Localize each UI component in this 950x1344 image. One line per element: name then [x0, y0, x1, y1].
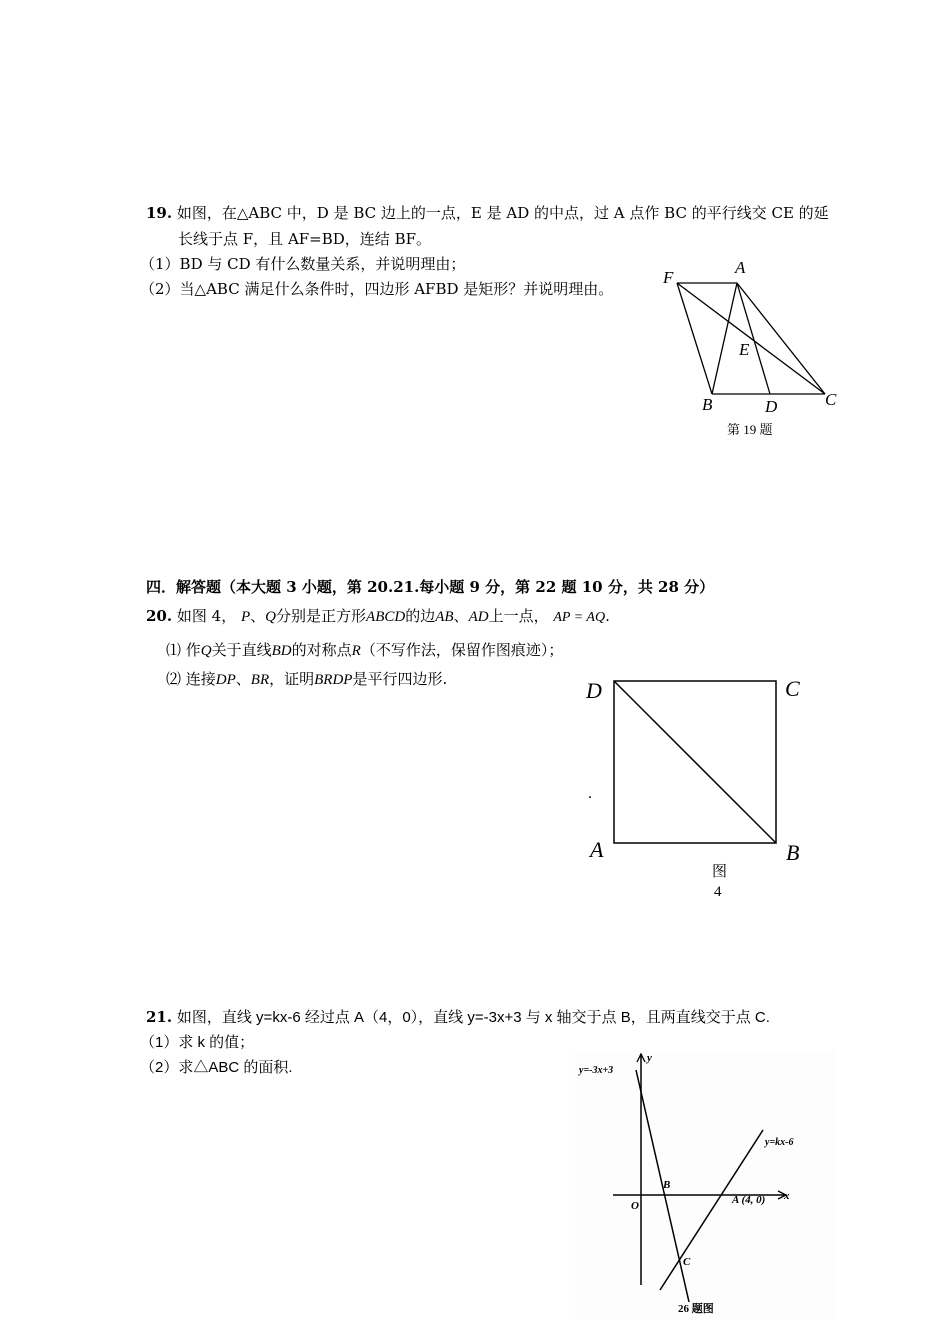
q19-line2: 长线于点 F，且 AF=BD，连结 BF。 [178, 230, 432, 248]
q20-var-P: P [240, 609, 251, 625]
label-E: E [739, 340, 750, 359]
label-C: C [683, 1256, 691, 1268]
label-F: F [663, 268, 674, 287]
q20-var-ABCD: ABCD [366, 609, 406, 625]
q20-text-a: 如图 4， [176, 607, 237, 625]
label-D: D [586, 678, 602, 703]
q19-sub1: （1）BD 与 CD 有什么数量关系，并说明理由； [140, 255, 466, 273]
q20-sub1-b: 关于直线 [211, 641, 272, 659]
q20-text-c: 的边 [405, 607, 436, 625]
label-x: x [784, 1190, 790, 1202]
label-A: A (4, 0) [732, 1194, 766, 1206]
segment-AB [712, 283, 737, 394]
q19-line1 [146, 202, 829, 223]
q20-sub2 [166, 668, 447, 689]
label-B: B [786, 840, 800, 865]
label-A: A [590, 837, 604, 862]
q21-caption: 26 题图 [678, 1303, 714, 1315]
q20-sep-3: 、 [235, 670, 251, 688]
q20-var-AD: AD [468, 609, 489, 625]
q21-line1 [146, 1006, 770, 1027]
q20-sub1-a: ⑴ 作 [166, 641, 201, 659]
q21-number: 21. [146, 1008, 173, 1026]
label-D: D [765, 397, 778, 416]
q20-text-d: 上一点， [488, 607, 549, 625]
q19-sub2: （2）当△ABC 满足什么条件时，四边形 AFBD 是矩形？并说明理由。 [140, 280, 614, 298]
q20-sub2-c: 是平行四边形. [352, 670, 448, 688]
segment-AD [737, 283, 770, 394]
q19-caption: 第 19 题 [727, 422, 773, 437]
q20-sub1-Q: Q [200, 643, 212, 659]
q20-figure [580, 670, 820, 910]
q20-caption-1: 图 [712, 864, 728, 880]
q20-equation: AP = AQ [553, 610, 606, 625]
label-O: O [631, 1200, 639, 1212]
q20-caption-2: 4 [714, 884, 722, 900]
q20-sub1-BD: BD [271, 643, 292, 659]
q21-sub1: （1）求 k 的值； [140, 1034, 255, 1051]
section-4-title: 四．解答题（本大题 3 小题，第 20.21.每小题 9 分，第 22 题 10 分，共 28 分） [146, 578, 715, 596]
q19-figure [655, 255, 855, 445]
label-line2: y=kx-6 [765, 1137, 794, 1148]
q20-sub1-d: （不写作法，保留作图痕迹）； [360, 641, 564, 659]
q20-sub2-a: ⑵ 连接 [166, 670, 216, 688]
q20-period: . [605, 607, 610, 625]
diagonal-DB [614, 681, 776, 843]
q19-number: 19. [146, 204, 173, 222]
label-C: C [785, 676, 800, 701]
q20-sub2-b: ，证明 [269, 670, 315, 688]
q20-var-DP: DP [215, 672, 236, 688]
label-y: y [647, 1052, 652, 1064]
q20-sep-1: 、 [250, 607, 266, 625]
q19-text-1: 如图，在△ABC 中，D 是 BC 边上的一点，E 是 AD 的中点，过 A 点作 BC 的平行线交 CE 的延 [176, 204, 829, 222]
q20-var-Q: Q [265, 609, 277, 625]
q20-var-AB: AB [435, 609, 454, 625]
q20-sep-2: 、 [453, 607, 469, 625]
segment-FB [677, 283, 712, 394]
q20-sub1-c: 的对称点 [291, 641, 352, 659]
q20-text-b: 分别是正方形 [276, 607, 367, 625]
q21-text: 如图，直线 y=kx-6 经过点 A（4，0），直线 y=-3x+3 与 x 轴交于点 B，且两直线交于点 C. [176, 1009, 770, 1026]
q20-sub1 [166, 639, 563, 660]
label-B: B [702, 395, 713, 414]
q21-sub2: （2）求△ABC 的面积. [140, 1059, 293, 1076]
q21-figure [575, 1050, 835, 1320]
q20-var-BRDP: BRDP [314, 672, 353, 688]
stray-dot: . [588, 785, 592, 802]
label-line1: y=-3x+3 [579, 1065, 614, 1076]
q20-line1 [146, 605, 610, 626]
q20-sub1-R: R [351, 643, 361, 659]
label-A: A [735, 258, 746, 277]
q20-var-BR: BR [250, 672, 270, 688]
q20-number: 20. [146, 607, 173, 625]
label-B: B [663, 1179, 671, 1191]
label-C: C [825, 390, 837, 409]
